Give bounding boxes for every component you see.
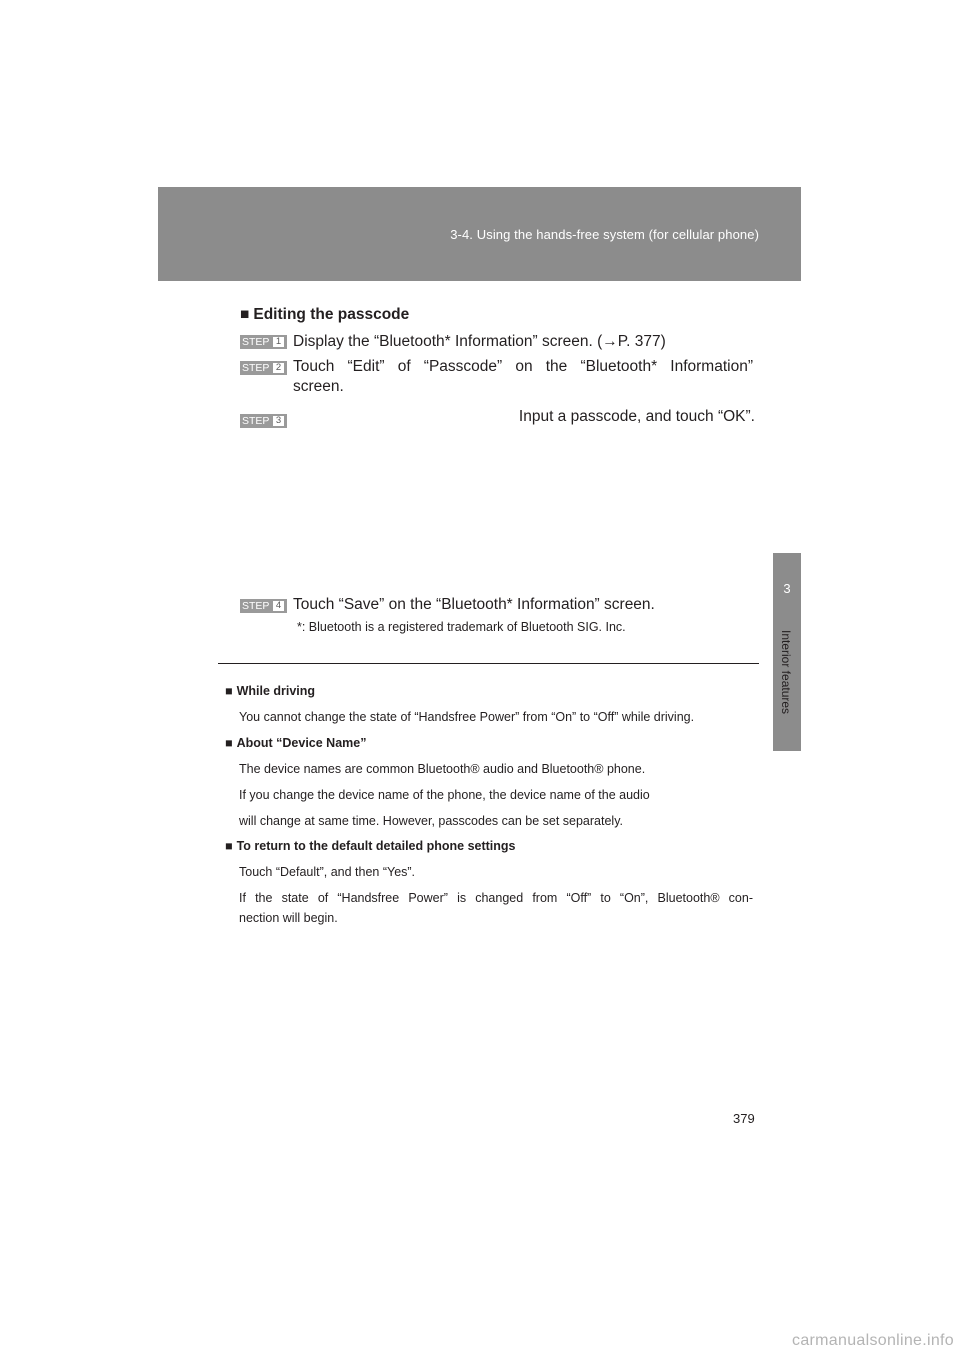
- step-2-text: Touch “Edit” of “Passcode” on the “Bluetooth* Information”: [293, 358, 753, 375]
- step-label: STEP: [242, 362, 270, 374]
- note-heading-while-driving: [225, 684, 315, 698]
- chapter-label-container: [779, 630, 799, 740]
- step-badge-1: [240, 335, 287, 349]
- trademark-footnote: *: Bluetooth is a registered trademark of Bluetooth SIG. Inc.: [297, 620, 626, 634]
- step-number: 1: [272, 336, 285, 348]
- step-badge-4: [240, 599, 287, 613]
- note-line: The device names are common Bluetooth® audio and Bluetooth® phone.: [239, 762, 646, 776]
- step-label: STEP: [242, 600, 270, 612]
- site-watermark: carmanualsonline.info: [792, 1332, 954, 1349]
- step-label: STEP: [242, 336, 270, 348]
- header-band: [158, 187, 801, 281]
- note-line: will change at same time. However, passcodes can be set separately.: [239, 814, 623, 828]
- step-1-text: Display the “Bluetooth* Information” screen. (→P. 377): [293, 333, 666, 350]
- note-line: nection will begin.: [239, 911, 338, 925]
- square-bullet-icon: ■: [225, 736, 233, 750]
- square-bullet-icon: ■: [225, 684, 233, 698]
- step-number: 4: [272, 600, 285, 612]
- note-line: Touch “Default”, and then “Yes”.: [239, 865, 416, 879]
- section-heading: [240, 306, 409, 324]
- section-divider: [218, 663, 759, 664]
- note-heading-device-name: [225, 736, 366, 750]
- step-number: 2: [272, 362, 285, 374]
- note-line: You cannot change the state of “Handsfree Power” from “On” to “Off” while driving.: [239, 710, 695, 724]
- square-bullet-icon: ■: [240, 306, 250, 323]
- note-line: If the state of “Handsfree Power” is changed from “Off” to “On”, Bluetooth® con-: [239, 891, 753, 905]
- note-heading-default-settings: [225, 839, 516, 853]
- chapter-title: 3-4. Using the hands-free system (for cellular phone): [450, 227, 759, 242]
- note-title: To return to the default detailed phone settings: [236, 839, 516, 853]
- square-bullet-icon: ■: [225, 839, 233, 853]
- step-4-text: Touch “Save” on the “Bluetooth* Information” screen.: [293, 596, 655, 613]
- step-label: STEP: [242, 415, 270, 427]
- section-title: Editing the passcode: [253, 306, 410, 323]
- step-badge-3: [240, 414, 287, 428]
- page-number: 379: [733, 1111, 755, 1126]
- note-line: If you change the device name of the phone, the device name of the audio: [239, 788, 650, 802]
- step-3-text: Input a passcode, and touch “OK”.: [518, 408, 755, 425]
- step-number: 3: [272, 415, 285, 427]
- note-title: About “Device Name”: [236, 736, 367, 750]
- step-2-continuation: screen.: [293, 378, 344, 395]
- chapter-number: 3: [783, 581, 791, 596]
- note-title: While driving: [236, 684, 316, 698]
- step-badge-2: [240, 361, 287, 375]
- chapter-label: Interior features: [779, 630, 793, 715]
